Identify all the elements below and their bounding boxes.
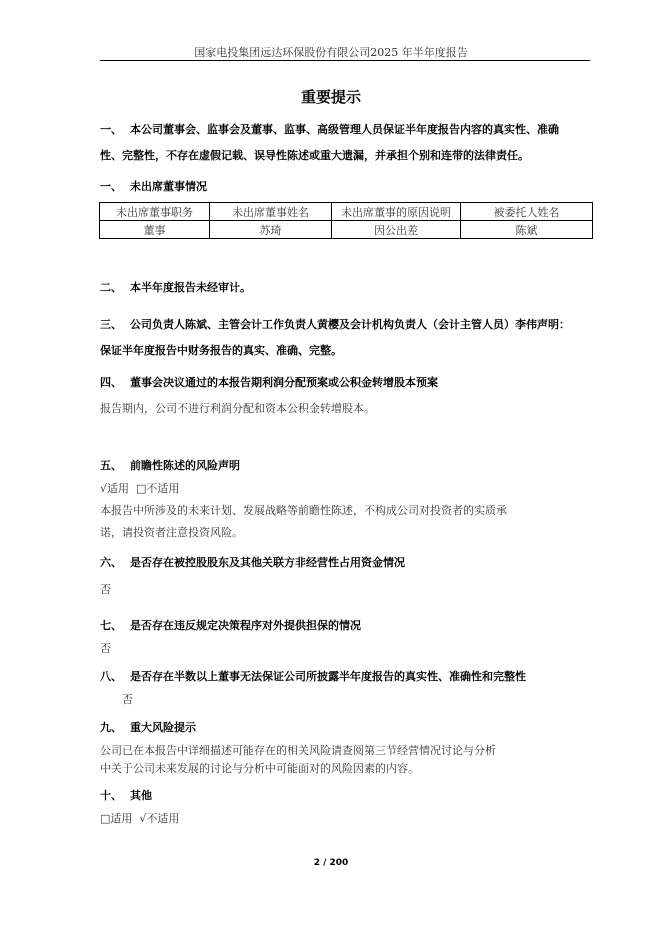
section-directors-guarantee — [100, 665, 592, 711]
section-number: 九、 — [100, 721, 122, 734]
section-body-line-2: 诺，请投资者注意投资风险。 — [100, 526, 243, 539]
section-number: 十、 — [100, 789, 122, 802]
section-line-1: 公司负责人陈斌、主管会计工作负责人黄樱及会计机构负责人（会计主管人员）李伟声明： — [130, 318, 570, 331]
section-line-1: 本公司董事会、监事会及董事、监事、高级管理人员保证半年度报告内容的真实性、准确 — [130, 123, 559, 136]
section-number: 六、 — [100, 556, 122, 569]
section-number: 一、 — [100, 123, 122, 136]
page-header: 国家电投集团远达环保股份有限公司2025 年半年度报告 — [194, 46, 468, 59]
section-answer: 否 — [122, 693, 133, 706]
absent-directors-table — [99, 202, 593, 239]
section-external-guarantee — [100, 614, 592, 660]
section-heading: 其他 — [130, 789, 152, 802]
section-heading: 董事会决议通过的本报告期利润分配预案或公积金转增股本预案 — [130, 376, 438, 389]
section-heading: 是否存在被控股股东及其他关联方非经营性占用资金情况 — [130, 556, 405, 569]
table-header-row — [100, 203, 593, 221]
table-header-cell: 未出席董事的原因说明 — [332, 203, 461, 221]
section-body-line-1: 公司已在本报告中详细描述可能存在的相关风险请查阅第三节经营情况讨论与分析 — [100, 744, 496, 757]
section-number: 七、 — [100, 619, 122, 632]
section-heading: 未出席董事情况 — [130, 180, 207, 193]
page-number: 2 / 200 — [313, 858, 349, 868]
section-line-2: 性、完整性，不存在虚假记载、误导性陈述或重大遗漏，并承担个别和连带的法律责任。 — [100, 149, 529, 162]
applicability-options: √适用 □不适用 — [100, 482, 180, 495]
header-rule — [100, 60, 590, 61]
table-cell: 因公出差 — [332, 221, 461, 239]
table-header-cell: 未出席董事姓名 — [210, 203, 332, 221]
section-body: 报告期内，公司不进行利润分配和资本公积金转增股本。 — [100, 402, 375, 415]
table-cell: 董事 — [100, 221, 210, 239]
section-number: 四、 — [100, 376, 122, 389]
section-number: 八、 — [100, 670, 122, 683]
section-heading: 本半年度报告未经审计。 — [130, 281, 251, 294]
section-major-risk — [100, 716, 592, 778]
section-responsibility-statement — [100, 313, 592, 363]
section-body-line-1: 本报告中所涉及的未来计划、发展战略等前瞻性陈述，不构成公司对投资者的实质承 — [100, 504, 507, 517]
section-fund-occupation — [100, 551, 592, 601]
section-number: 三、 — [100, 318, 122, 331]
section-forward-looking-risk — [100, 454, 592, 544]
section-heading: 是否存在半数以上董事无法保证公司所披露半年度报告的真实性、准确性和完整性 — [130, 670, 526, 683]
section-answer: 否 — [100, 583, 111, 596]
section-heading: 前瞻性陈述的风险声明 — [130, 459, 240, 472]
applicability-options: □适用 √不适用 — [100, 812, 180, 825]
table-cell: 陈斌 — [461, 221, 593, 239]
section-unaudited — [100, 276, 592, 300]
section-important-notice — [100, 118, 592, 168]
section-answer: 否 — [100, 642, 111, 655]
section-number: 二、 — [100, 281, 122, 294]
section-other — [100, 784, 592, 830]
page-title: 重要提示 — [300, 88, 361, 106]
section-absent-directors — [100, 175, 592, 199]
table-header-cell: 被委托人姓名 — [461, 203, 593, 221]
table-cell: 苏琦 — [210, 221, 332, 239]
section-number: 五、 — [100, 459, 122, 472]
section-profit-distribution — [100, 371, 592, 420]
section-heading: 重大风险提示 — [130, 721, 196, 734]
section-line-2: 保证半年度报告中财务报告的真实、准确、完整。 — [100, 344, 342, 357]
table-row — [100, 221, 593, 239]
section-body-line-2: 中关于公司未来发展的讨论与分析中可能面对的风险因素的内容。 — [100, 762, 419, 775]
section-number: 一、 — [100, 180, 122, 193]
section-heading: 是否存在违反规定决策程序对外提供担保的情况 — [130, 619, 361, 632]
table-header-cell: 未出席董事职务 — [100, 203, 210, 221]
